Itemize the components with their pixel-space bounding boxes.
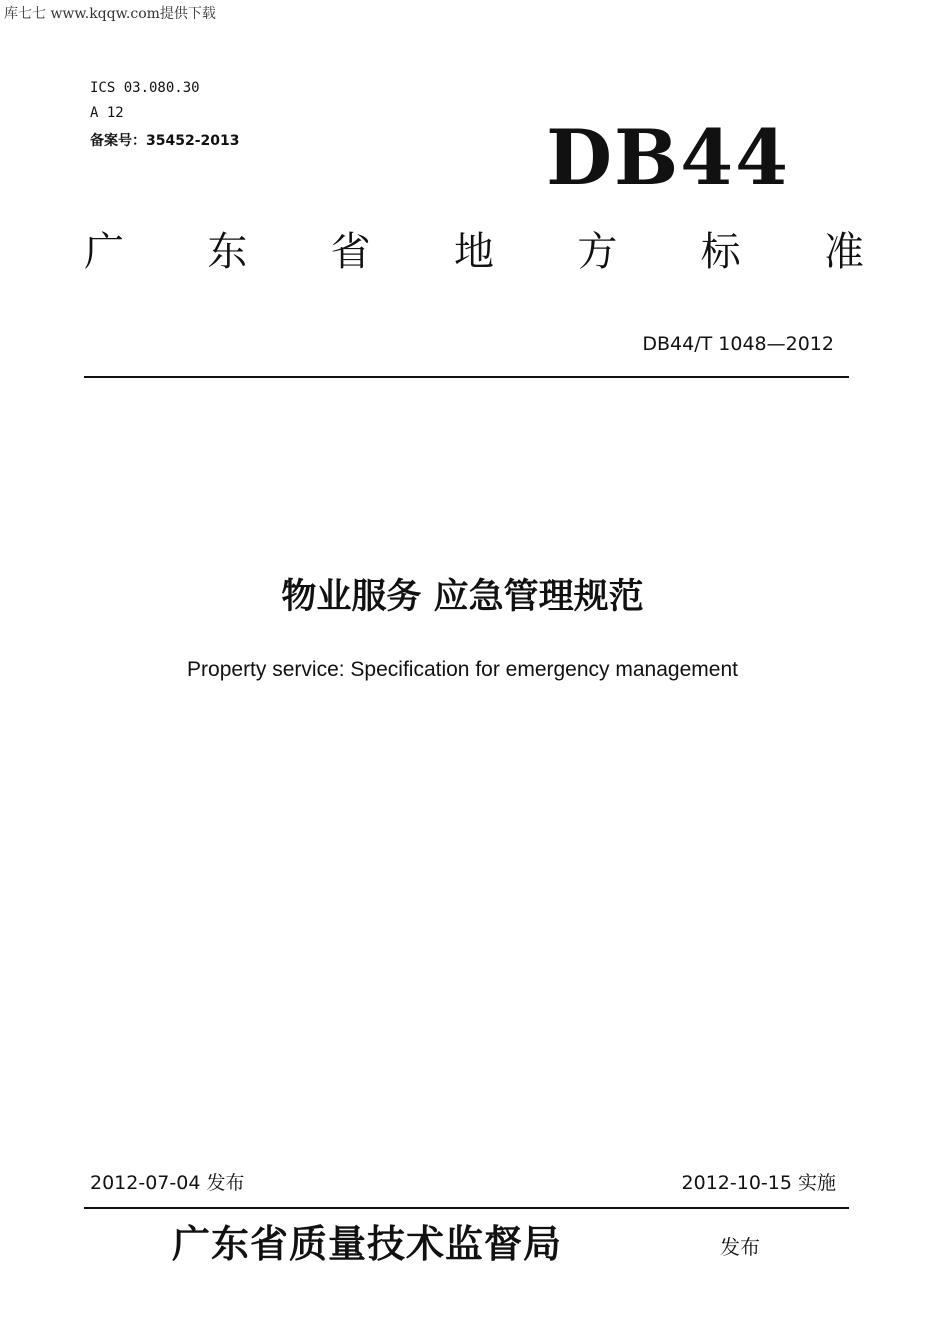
top-divider: [84, 376, 849, 378]
standard-number: DB44/T 1048—2012: [642, 333, 834, 355]
effective-date: 2012-10-15 实施: [681, 1172, 836, 1194]
standard-type-char: 广: [84, 229, 124, 275]
classification-code: A 12: [90, 105, 124, 121]
bottom-divider: [84, 1207, 849, 1209]
standard-code-logo: DB44: [546, 113, 790, 202]
issue-date: 2012-07-04 发布: [90, 1172, 245, 1194]
issuer-label: 发布: [720, 1235, 760, 1259]
standard-type-char: 省: [330, 229, 371, 275]
standard-type-char: 标: [700, 229, 741, 275]
record-number: 备案号：35452-2013: [90, 133, 240, 149]
standard-type-char: 地: [453, 229, 494, 275]
title-english: Property service: Specification for emergency management: [187, 658, 738, 681]
ics-code: ICS 03.080.30: [90, 80, 200, 96]
standard-type-char: 东: [207, 229, 248, 275]
standard-type-heading: [84, 226, 864, 278]
title-chinese: 物业服务 应急管理规范: [281, 577, 644, 617]
standard-type-char: 准: [823, 229, 864, 275]
watermark-text: 库七七 www.kqqw.com提供下载: [4, 6, 216, 22]
issuer-name: 广东省质量技术监督局: [172, 1221, 563, 1266]
standard-type-char: 方: [577, 229, 618, 275]
